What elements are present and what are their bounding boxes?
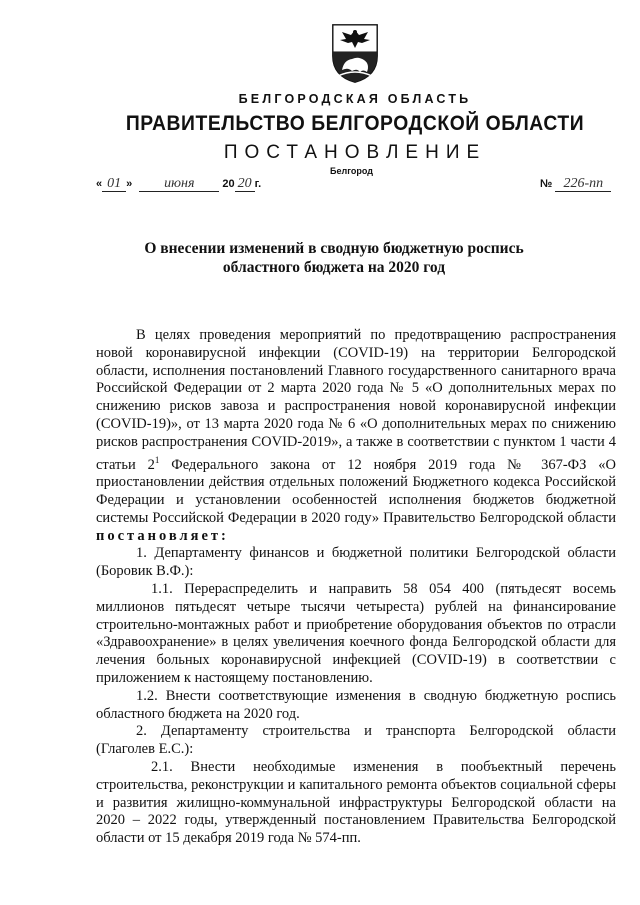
date-close-quote: » — [126, 178, 133, 190]
date-month: июня — [139, 176, 219, 192]
region-name: БЕЛГОРОДСКАЯ ОБЛАСТЬ — [238, 92, 472, 106]
date-year-abbr: г. — [254, 178, 262, 190]
preamble-continuation: Федерального закона от 12 ноября 2019 года № 367-ФЗ «О приостановлении действия отдельных положений Бюджетного кодекса Российской Федерации и установлении особенностей исполнения бюджетов бюджетной системы Российской Федерации в 2020 году» Правительство Белгородской области — [96, 456, 616, 526]
date-field — [96, 176, 261, 192]
date-day: 01 — [102, 176, 126, 192]
document-title — [0, 239, 640, 277]
title-line-2: областного бюджета на 2020 год — [222, 259, 446, 276]
number-label: № — [540, 178, 553, 190]
coat-of-arms-emblem — [330, 22, 380, 84]
preamble-superscript: 1 — [154, 454, 160, 465]
document-type: ПОСТАНОВЛЕНИЕ — [223, 142, 487, 163]
date-year-suffix: 20 — [235, 176, 255, 192]
date-open-quote: « — [96, 178, 103, 190]
paragraph-2-1: 2.1. Внести необходимые изменения в пообъектный перечень строительства, реконструкции и капитального ремонта объектов социальной сферы и развития жилищно-коммунальной инфраструктуры Белгородской области на 2020 – 2022 годы, утвержденный постановлением Правительства Белгородской области от 15 декабря 2019 года № 574-пп. — [96, 758, 616, 847]
document-number — [540, 176, 611, 192]
paragraph-2: 2. Департаменту строительства и транспорта Белгородской области (Глаголев Е.С.): — [96, 723, 616, 758]
number-value: 226-пп — [555, 176, 611, 192]
preamble-text: В целях проведения мероприятий по предотвращению распространения новой коронавирусной инфекции (COVID-19) на территории Белгородской области, исполнения постановлений Главного государственного санитарного врача Российской Федерации от 2 марта 2020 года № 5 «О дополнительных мерах по снижению рисков завоза и распространения новой коронавирусной инфекции (COVID-19)», от 13 марта 2020 года № 6 «О дополнительных мерах по снижению рисков распространения COVID-2019», а также в соответствии с пунктом 1 части 4 статьи 2 — [96, 327, 616, 473]
government-name: ПРАВИТЕЛЬСТВО БЕЛГОРОДСКОЙ ОБЛАСТИ — [125, 112, 585, 135]
date-year-prefix: 20 — [222, 178, 235, 190]
preamble-paragraph — [96, 327, 616, 545]
paragraph-1: 1. Департаменту финансов и бюджетной политики Белгородской области (Боровик В.Ф.): — [96, 545, 616, 580]
document-body — [96, 327, 616, 848]
paragraph-1-1: 1.1. Перераспределить и направить 58 054 400 (пятьдесят восемь миллионов пятьдесят четыре тысячи четыреста) рублей на финансирование строительно-монтажных работ и приобретение оборудования объектов по отрасли «Здравоохранение» в целях увеличения коечного фонда Белгородской области для лечения больных коронавирусной инфекцией (COVID-19) в соответствии с приложением к настоящему постановлению. — [96, 580, 616, 686]
resolves-word: постановляет: — [96, 527, 229, 544]
title-line-1: О внесении изменений в сводную бюджетную роспись — [144, 240, 524, 257]
paragraph-1-2: 1.2. Внести соответствующие изменения в сводную бюджетную роспись областного бюджета на 2020 год. — [96, 687, 616, 722]
city-name: Белгород — [330, 166, 373, 176]
